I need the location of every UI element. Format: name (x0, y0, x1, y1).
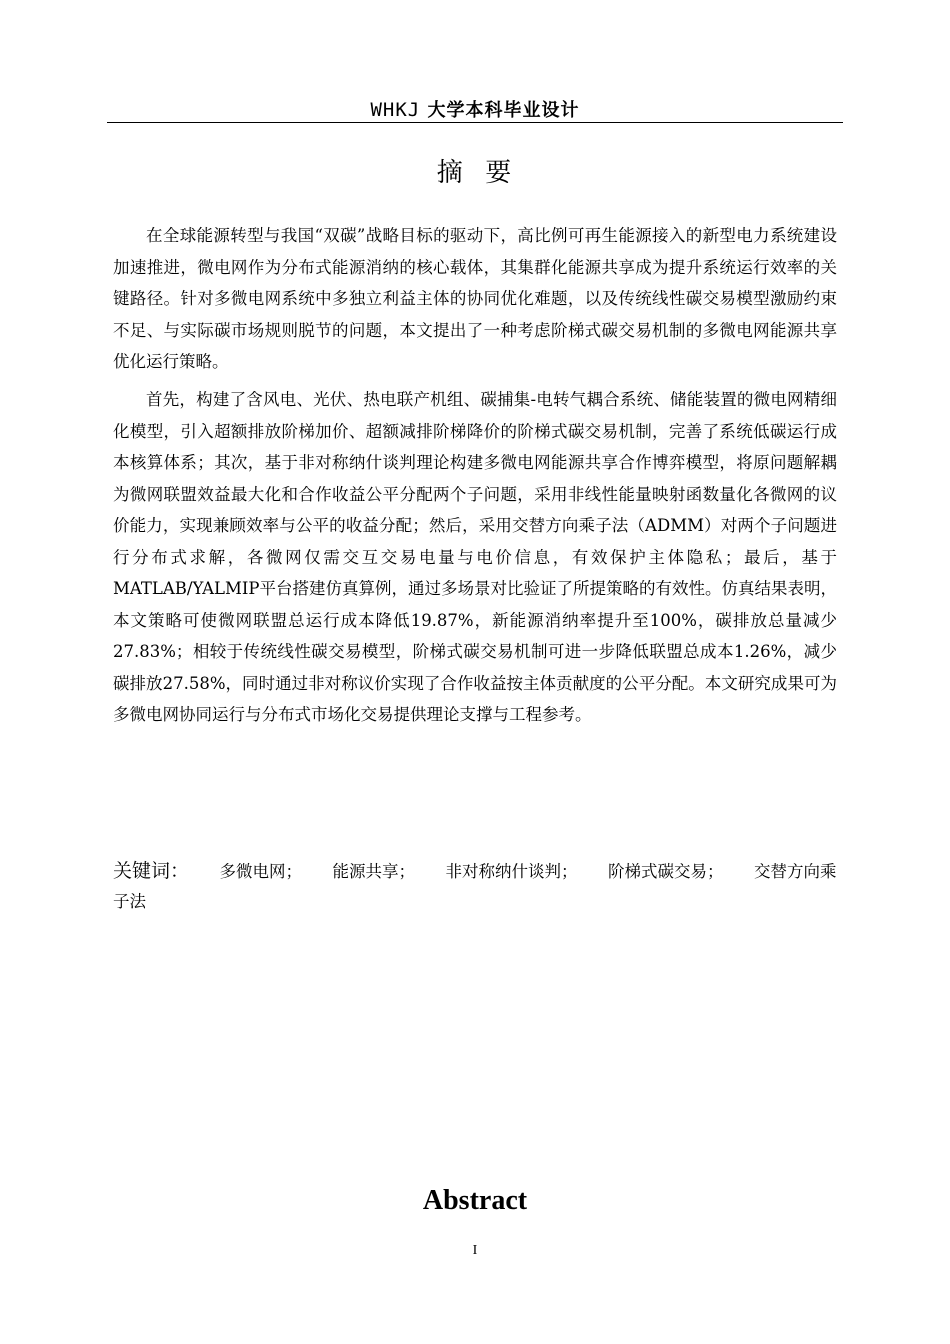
abstract-paragraph-2: 首先，构建了含风电、光伏、热电联产机组、碳捕集-电转气耦合系统、储能装置的微电网精细化模型，引入超额排放阶梯加价、超额减排阶梯降价的阶梯式碳交易机制，完善了系统低碳运行成本核算体系；其次，基于非对称纳什谈判理论构建多微电网能源共享合作博弈模型，将原问题解耦为微网联盟效益最大化和合作收益公平分配两个子问题，采用非线性能量映射函数量化各微网的议价能力，实现兼顾效率与公平的收益分配；然后，采用交替方向乘子法（ADMM）对两个子问题进行分布式求解，各微网仅需交互交易电量与电价信息，有效保护主体隐私；最后，基于MATLAB/YALMIP平台搭建仿真算例，通过多场景对比验证了所提策略的有效性。仿真结果表明，本文策略可使微网联盟总运行成本降低19.87%，新能源消纳率提升至100%，碳排放总量减少27.83%；相较于传统线性碳交易模型，阶梯式碳交易机制可进一步降低联盟总成本1.26%，减少碳排放27.58%，同时通过非对称议价实现了合作收益按主体贡献度的公平分配。本文研究成果可为多微电网协同运行与分布式市场化交易提供理论支撑与工程参考。 (113, 390, 837, 724)
abstract-en-title: Abstract (422, 1185, 528, 1216)
keywords-section (113, 856, 837, 917)
page-header (107, 96, 843, 122)
keyword-item: 阶梯式碳交易； (608, 862, 724, 881)
keywords-label: 关键词： (113, 860, 190, 882)
header-divider (107, 122, 843, 123)
abstract-cn-title: 摘 要 (436, 158, 514, 188)
keyword-item: 非对称纳什谈判； (445, 862, 578, 881)
keyword-item: 能源共享； (332, 862, 416, 881)
keyword-item: 交替方向乘子法 (113, 862, 837, 911)
header-school-code: WHKJ (370, 99, 421, 121)
abstract-paragraph-1: 在全球能源转型与我国“双碳”战略目标的驱动下，高比例可再生能源接入的新型电力系统建设加速推进，微电网作为分布式能源消纳的核心载体，其集群化能源共享成为提升系统运行效率的关键路径。针对多微电网系统中多独立利益主体的协同优化难题，以及传统线性碳交易模型激励约束不足、与实际碳市场规则脱节的问题，本文提出了一种考虑阶梯式碳交易机制的多微电网能源共享优化运行策略。 (113, 226, 837, 371)
header-title: 大学本科毕业设计 (427, 100, 580, 121)
keyword-item: 多微电网； (219, 862, 303, 881)
page-number: I (472, 1243, 478, 1258)
